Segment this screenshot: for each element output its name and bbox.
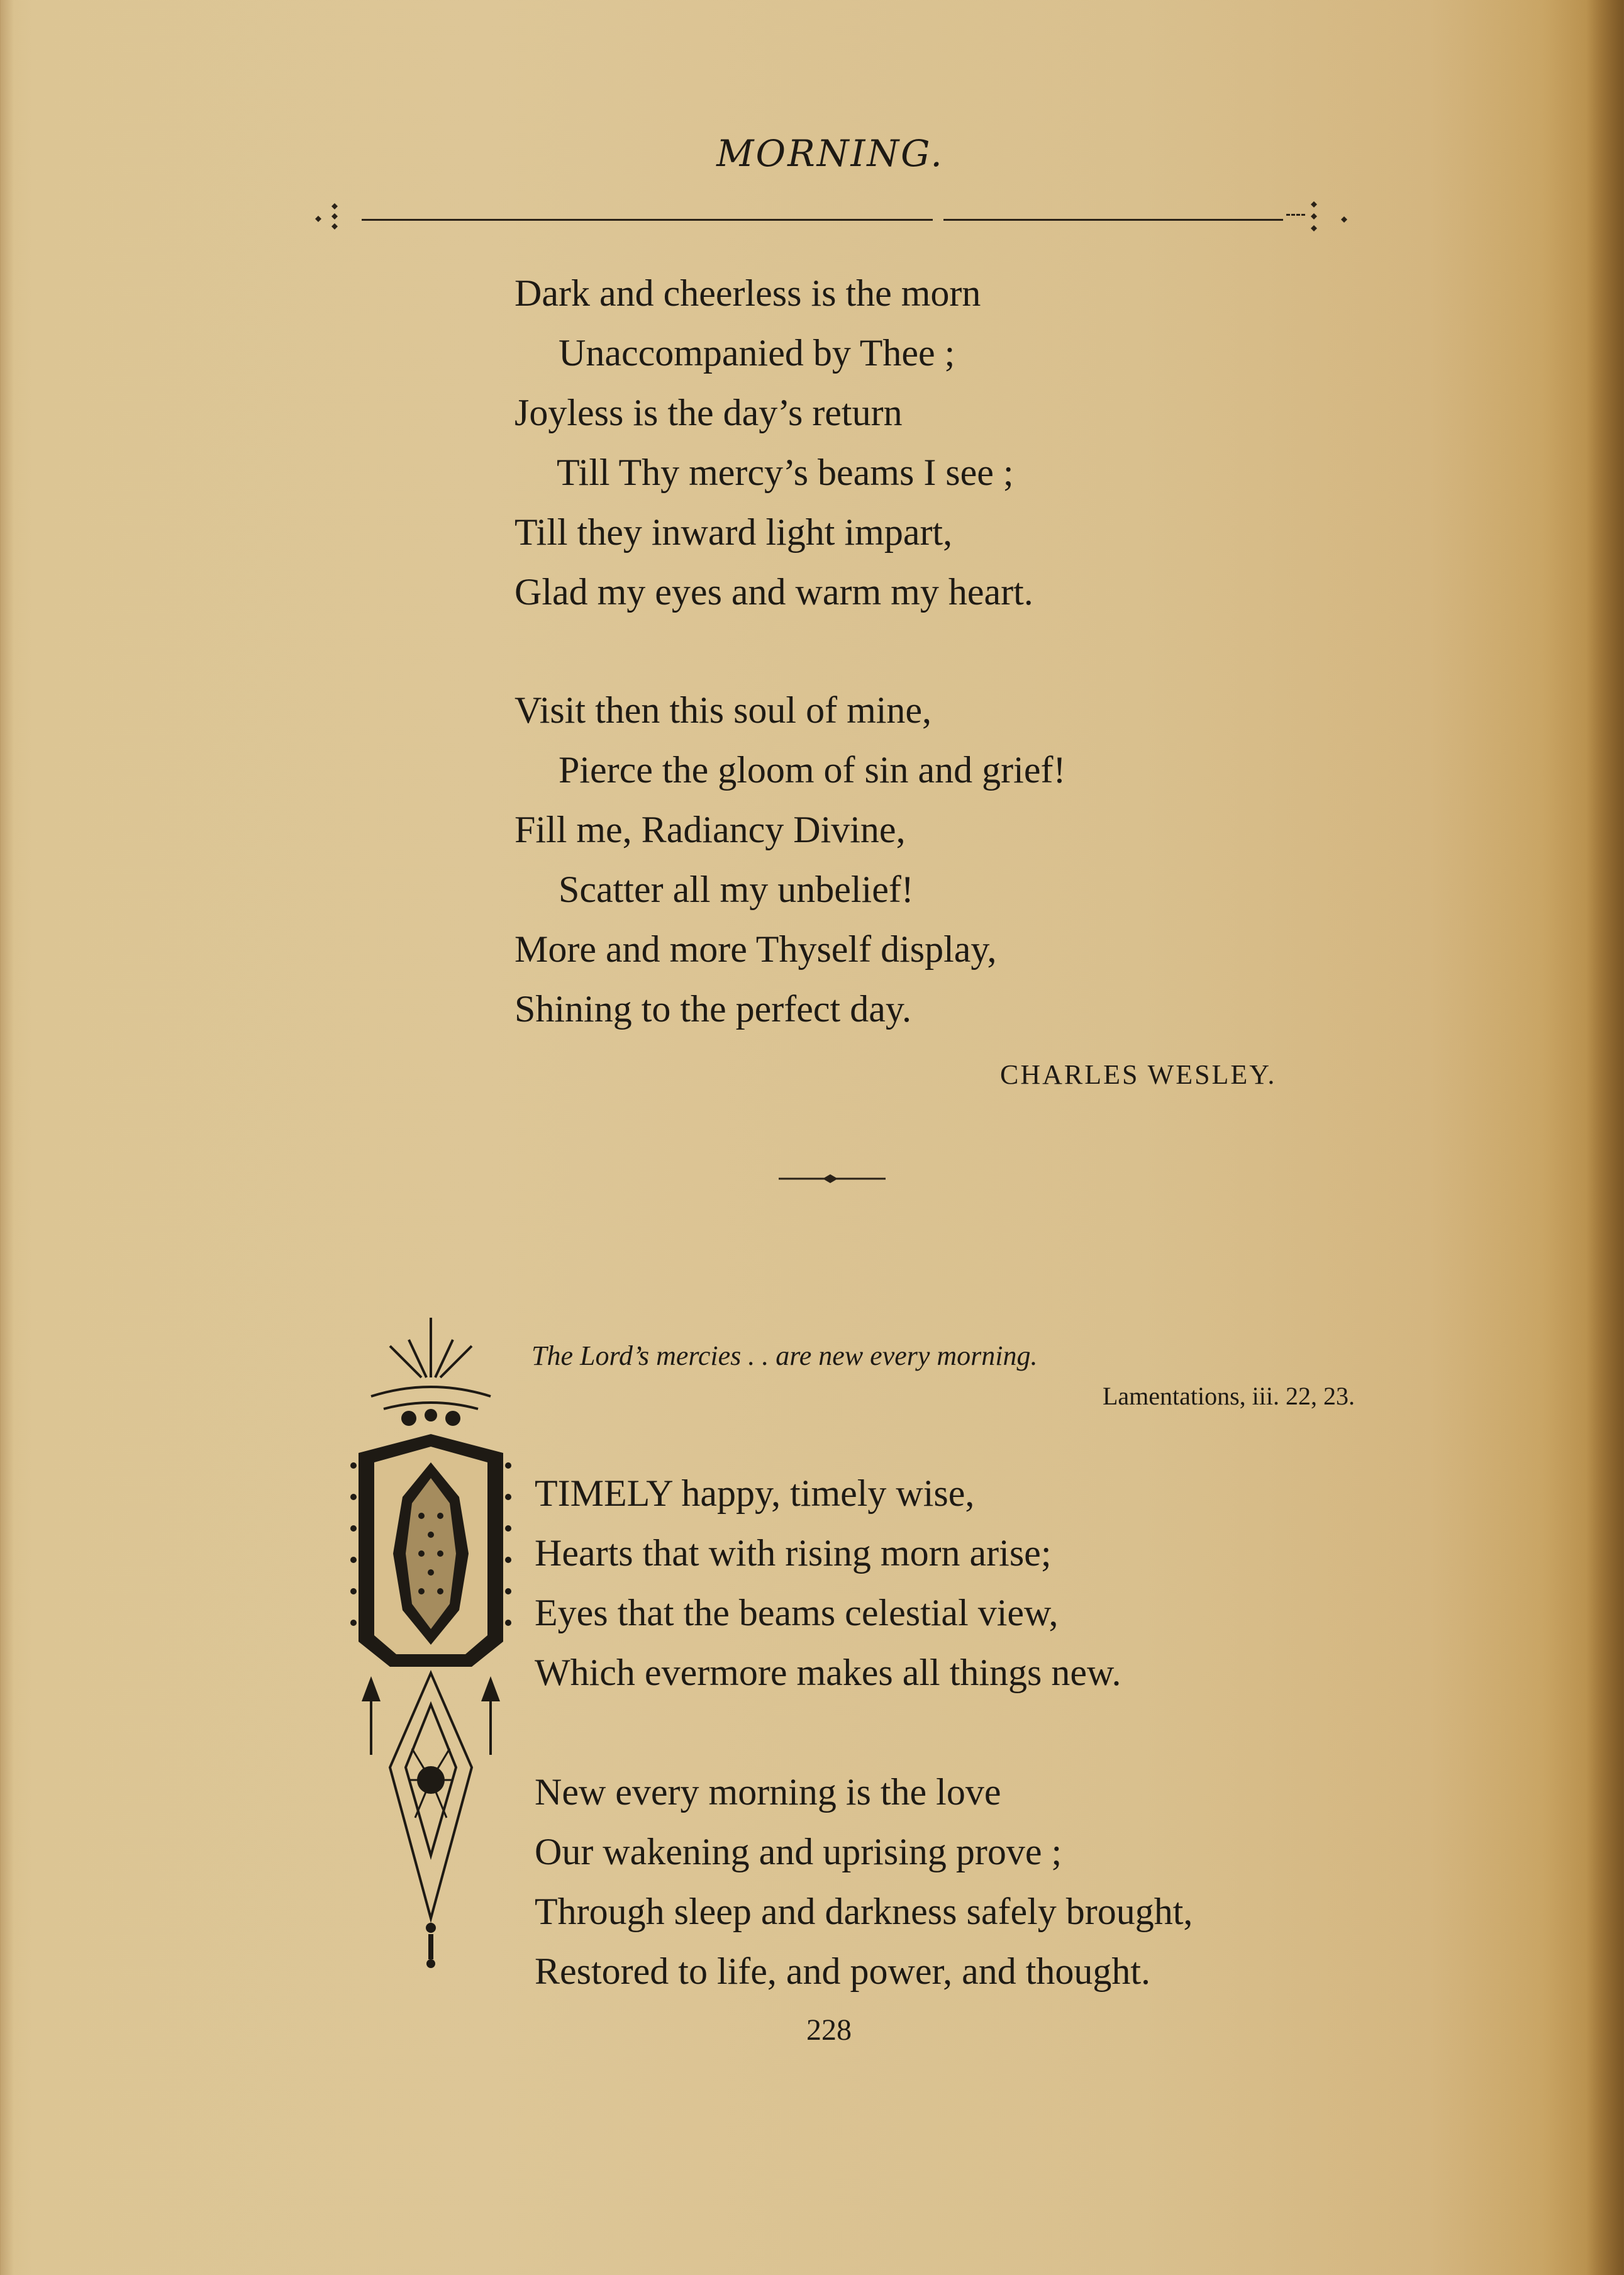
header-rule-dashes <box>1286 214 1305 221</box>
poem1-line: More and more Thyself display, <box>514 928 997 970</box>
poem1-line: Unaccompanied by Thee ; <box>559 332 955 374</box>
poem1-line: Joyless is the day’s return <box>514 392 903 433</box>
poem1-line: Fill me, Radiancy Divine, <box>514 809 906 850</box>
poem1-line: Pierce the gloom of sin and grief! <box>559 749 1066 791</box>
poem2-line: Which evermore makes all things new. <box>535 1652 1121 1693</box>
poem2-line: New every morning is the love <box>535 1771 1001 1813</box>
right-dot-ornament <box>1305 198 1355 242</box>
page-number: 228 <box>806 2013 852 2047</box>
header-rule-right <box>943 219 1283 221</box>
running-header: MORNING. <box>716 132 944 175</box>
epigraph-text: The Lord’s mercies . . are new every morning. <box>531 1340 1038 1371</box>
decorative-initial-ornament <box>346 1315 516 1969</box>
poem1-line: Till Thy mercy’s beams I see ; <box>557 452 1014 493</box>
poem1-line: Visit then this soul of mine, <box>514 689 932 731</box>
epigraph-reference: Lamentations, iii. 22, 23. <box>1102 1382 1355 1410</box>
poem1-line: Scatter all my unbelief! <box>559 869 914 910</box>
poem1-line: Glad my eyes and warm my heart. <box>514 571 1033 613</box>
page-left-edge <box>0 0 14 2275</box>
poem2-line: Through sleep and darkness safely brought, <box>535 1891 1193 1932</box>
poem1-line: Dark and cheerless is the morn <box>514 272 981 314</box>
poem1-line: Shining to the perfect day. <box>514 988 911 1030</box>
poem2-line: Our wakening and uprising prove ; <box>535 1831 1062 1872</box>
header-rule-left <box>362 219 933 221</box>
poem2-line: Eyes that the beams celestial view, <box>535 1592 1059 1633</box>
page-spine-shadow <box>1586 0 1624 2275</box>
poem1-line: Till they inward light impart, <box>514 511 953 553</box>
poem2-line: Hearts that with rising morn arise; <box>535 1532 1052 1574</box>
poem1-author: CHARLES WESLEY. <box>1000 1059 1277 1090</box>
poem2-line: Restored to life, and power, and thought. <box>535 1950 1151 1992</box>
section-divider-ornament <box>779 1171 886 1186</box>
left-dot-ornament <box>314 198 340 236</box>
poem2-line: TIMELY happy, timely wise, <box>535 1472 975 1514</box>
